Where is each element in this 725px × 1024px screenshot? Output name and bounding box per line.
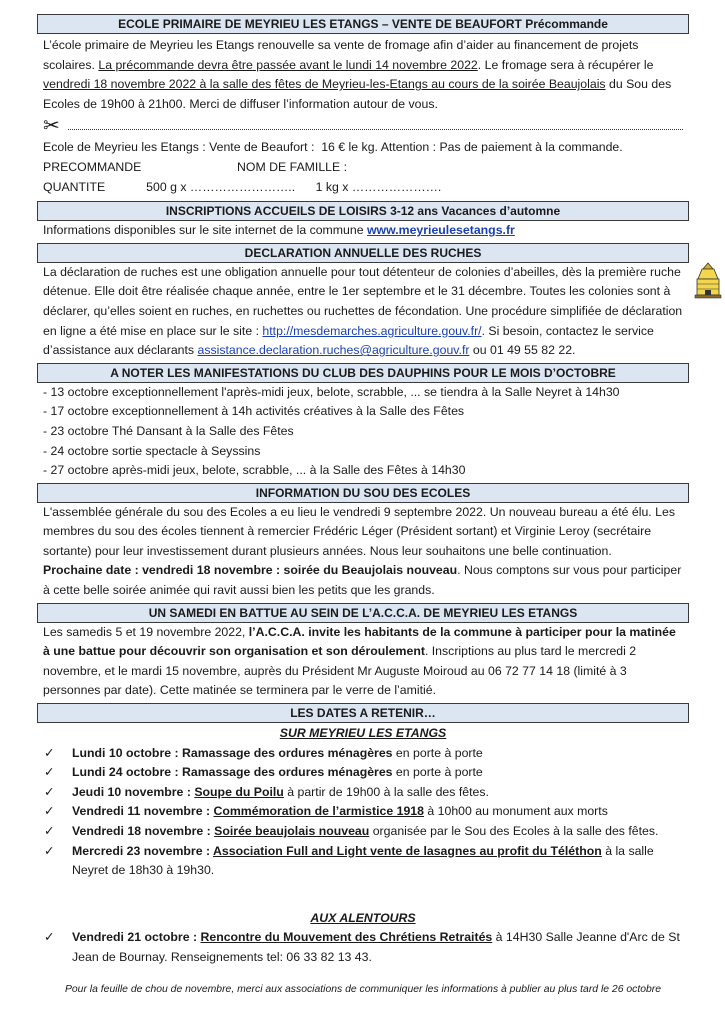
cut-line	[37, 114, 689, 136]
list-item: ✓ Jeudi 10 novembre : Soupe du Poilu à partir de 19h00 à la salle des fêtes.	[43, 783, 689, 803]
ruches-email-link[interactable]: assistance.declaration.ruches@agriculture.gouv.fr	[197, 343, 470, 358]
list-item: - 27 octobre après-midi jeux, belote, scrabble, ... à la Salle des Fêtes à 14h30	[43, 463, 466, 478]
dauphins-list	[37, 383, 689, 481]
checkmark-icon: ✓	[44, 765, 55, 780]
acca-paragraph: Les samedis 5 et 19 novembre 2022, l’A.C.C.A. invite les habitants de la commune à participer pour la matinée à une battue pour découvrir son organisation et son déroulement. Inscriptions au plus tard le mercredi 2 novembre, et le mardi 15 novembre, auprès du Président Mr Auguste Moiroud au 06 72 77 14 18 (limité à 3 personnes par date). Cette matinée se terminera par le verre de l’amitié.	[43, 624, 676, 698]
list-item: ✓ Vendredi 18 novembre : Soirée beaujolais nouveau organisée par le Sou des Ecoles à la salle des fêtes.	[43, 822, 689, 842]
checkmark-icon: ✓	[44, 843, 55, 858]
precommande-deadline: La précommande devra être passée avant le lundi 14 novembre 2022	[98, 57, 478, 72]
scissors-icon: ✂	[43, 115, 60, 138]
section-title-loisirs: INSCRIPTIONS ACCUEILS DE LOISIRS 3-12 ans Vacances d’automne	[37, 201, 689, 221]
list-item: ✓ Mercredi 23 novembre : Association Full and Light vente de lasagnes au profit du Téléthon à la salle Neyret de 18h30 à 19h30.	[44, 843, 654, 878]
checkmark-icon: ✓	[44, 784, 55, 799]
section-title-dauphins: A NOTER LES MANIFESTATIONS DU CLUB DES DAUPHINS POUR LE MOIS D’OCTOBRE	[37, 363, 689, 383]
checkmark-icon: ✓	[44, 804, 55, 819]
loisirs-paragraph: Informations disponibles sur le site internet de la commune www.meyrieulesetangs.fr	[43, 223, 515, 238]
ruches-paragraph: La déclaration de ruches est une obligation annuelle pour tout détenteur de colonies d’abeilles, dès la première ruche détenue. Elle doit être réalisée chaque année, entre le 1er septembre et le 31 décembre. Toutes les colonies sont à déclarer, qu’elles soient en ruches, en ruchettes ou ruchettes de fécondation. Une procédure simplifiée de déclaration en ligne a été mise en place sur le site : http://mesdemarches.agriculture.gouv.fr/. Si besoin, contactez le service d’assistance aux déclarants assistance.declaration.ruches@agriculture.gouv.fr ou 01 49 55 82 22.	[37, 263, 689, 361]
subheading-meyrieu: SUR MEYRIEU LES ETANGS	[279, 726, 447, 741]
list-item: ✓ Vendredi 11 novembre : Commémoration de l’armistice 1918 à 10h00 au monument aux morts	[43, 802, 689, 822]
sou-paragraph: L'assemblée générale du sou des Ecoles a eu lieu le vendredi 9 septembre 2022. Un nouveau bureau a été élu. Les membres du sou des écoles tiennent à remercier Frédéric Léger (Président sortant) et Virginie Leroy (secrétaire sortante) pour leur investissement durant plusieurs années. Nous leur souhaitons une belle continuation. Prochaine date : vendredi 18 novembre : soirée du Beaujolais nouveau. Nous comptons sur vous pour participer à cette belle soirée animée qui ravit aussi bien les petits que les grands.	[43, 504, 682, 598]
beaufort-paragraph: L’école primaire de Meyrieu les Etangs renouvelle sa vente de fromage afin d’aider au financement de projets scolaires. La précommande devra être passée avant le lundi 14 novembre 2022. Le fromage sera à récupérer le vendredi 18 novembre 2022 à la salle des fêtes de Meyrieu-les-Etangs au cours de la soirée Beaujolais du Sou des Ecoles de 19h00 à 21h00. Merci de diffuser l’information autour de vous.	[43, 38, 672, 111]
subheading-alentours: AUX ALENTOURS	[310, 910, 416, 925]
section-title-ruches: DECLARATION ANNUELLE DES RUCHES	[37, 243, 689, 263]
dates-list	[37, 744, 689, 881]
order-form-line-3: QUANTITE 500 g x …………………….. 1 kg x ………………….	[43, 179, 442, 194]
checkmark-icon: ✓	[44, 824, 55, 838]
footer-note: Pour la feuille de chou de novembre, merci aux associations de communiquer les informations à publier au plus tard le 26 octobre	[64, 983, 662, 995]
section-title-dates: LES DATES A RETENIR…	[37, 703, 689, 723]
section-title-beaufort: ECOLE PRIMAIRE DE MEYRIEU LES ETANGS – VENTE DE BEAUFORT Précommande	[37, 14, 689, 34]
section-title-acca: UN SAMEDI EN BATTUE AU SEIN DE L’A.C.C.A. DE MEYRIEU LES ETANGS	[37, 603, 689, 623]
list-item: ✓ Lundi 24 octobre : Ramassage des ordures ménagères en porte à porte	[43, 763, 689, 783]
mesdemarches-link[interactable]: http://mesdemarches.agriculture.gouv.fr/	[262, 323, 482, 338]
checkmark-icon: ✓	[44, 930, 55, 945]
beehive-icon	[693, 261, 723, 301]
list-item: - 13 octobre exceptionnellement l'après-midi jeux, belote, scrabble, ... se tiendra à la Salle Neyret à 14h30	[43, 384, 620, 399]
list-item: - 23 octobre Thé Dansant à la Salle des Fêtes	[43, 423, 294, 438]
order-form-line-2: PRECOMMANDE NOM DE FAMILLE :	[43, 159, 348, 174]
list-item: ✓ Vendredi 21 octobre : Rencontre du Mouvement des Chrétiens Retraités à 14H30 Salle Jeanne d'Arc de St Jean de Bournay. Renseignements tel: 06 33 82 13 43.	[44, 930, 680, 964]
dotted-cut-line	[68, 129, 683, 130]
list-item: - 17 octobre exceptionnellement à 14h activités créatives à la Salle des Fêtes	[43, 404, 465, 419]
list-item: - 24 octobre sortie spectacle à Seyssins	[43, 443, 261, 458]
list-item: ✓ Lundi 10 octobre : Ramassage des ordures ménagères en porte à porte	[43, 744, 689, 764]
next-date: Prochaine date : vendredi 18 novembre : soirée du Beaujolais nouveau	[43, 563, 458, 578]
section-title-sou: INFORMATION DU SOU DES ECOLES	[37, 483, 689, 503]
order-form-line-1: Ecole de Meyrieu les Etangs : Vente de Beaufort : 16 € le kg. Attention : Pas de paiement à la commande.	[43, 140, 623, 155]
newsletter-page	[37, 14, 689, 999]
checkmark-icon: ✓	[44, 745, 55, 760]
pickup-info: vendredi 18 novembre 2022 à la salle des fêtes de Meyrieu-les-Etangs au cours de la soirée Beaujolais	[43, 77, 606, 92]
alentours-list	[37, 928, 689, 967]
commune-website-link[interactable]: www.meyrieulesetangs.fr	[366, 223, 515, 238]
